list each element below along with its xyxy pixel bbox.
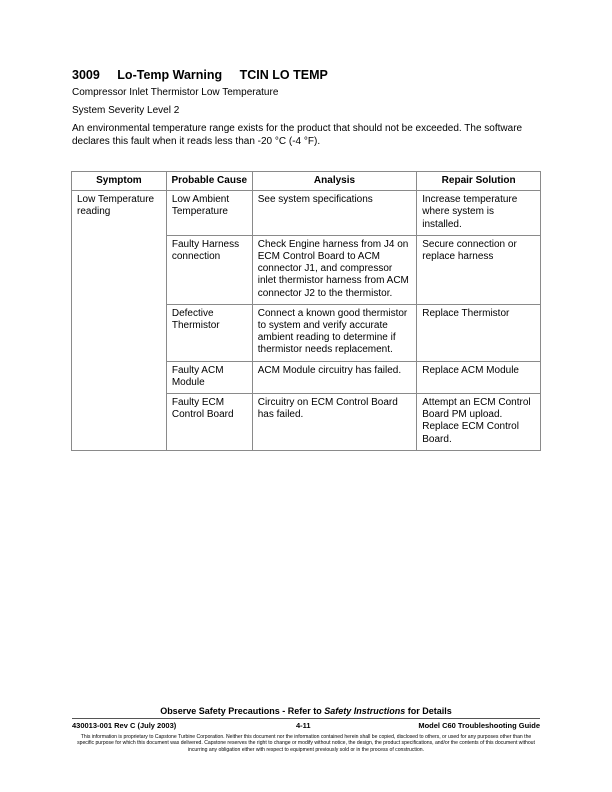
analysis-cell: See system specifications (252, 191, 417, 236)
safety-notice-suffix: for Details (405, 706, 452, 716)
analysis-cell: ACM Module circuitry has failed. (252, 361, 417, 393)
troubleshooting-table (71, 171, 541, 451)
cause-cell: Low Ambient Temperature (166, 191, 252, 236)
fault-code: 3009 (72, 68, 100, 82)
footer-divider (72, 718, 540, 719)
table-header-row (72, 172, 541, 191)
analysis-cell: Circuitry on ECM Control Board has failed. (252, 394, 417, 451)
intro-paragraph: An environmental temperature range exists for the product that should not be exceeded. The software declares this fault when it reads less than -20 °C (-4 °F). (72, 123, 523, 147)
cause-cell: Defective Thermistor (166, 304, 252, 361)
fault-subtitle: Compressor Inlet Thermistor Low Temperature (72, 87, 279, 98)
analysis-cell: Check Engine harness from J4 on ECM Control Board to ACM connector J1, and compressor inlet thermistor harness from ACM connector J2 to the thermistor. (252, 235, 417, 304)
column-header-symptom: Symptom (72, 172, 167, 191)
analysis-cell: Connect a known good thermistor to system and verify accurate ambient reading to determine if thermistor needs replacement. (252, 304, 417, 361)
solution-cell: Attempt an ECM Control Board PM upload. Replace ECM Control Board. (417, 394, 541, 451)
proprietary-disclaimer: This information is proprietary to Capstone Turbine Corporation. Neither this document nor the information contained herein shall be copied, disclosed to others, or used for any purposes other than the specific purpose for which this document was delivered. Capstone reserves the right to change or modify without notice, the design, the product specifications, and/or the contents of this document without incurring any obligation either with respect to equipment previously sold or in the process of construction. (77, 734, 535, 753)
solution-cell: Replace ACM Module (417, 361, 541, 393)
document-number: 430013-001 Rev C (July 2003) (72, 721, 177, 730)
symptom-cell: Low Temperature reading (72, 191, 167, 451)
solution-cell: Secure connection or replace harness (417, 235, 541, 304)
cause-cell: Faulty Harness connection (166, 235, 252, 304)
safety-notice-emphasis: Safety Instructions (324, 706, 406, 716)
fault-name: Lo-Temp Warning (117, 68, 223, 82)
page-title (72, 68, 328, 82)
solution-cell: Increase temperature where system is installed. (417, 191, 541, 236)
safety-notice-prefix: Observe Safety Precautions - Refer to (160, 706, 325, 716)
table-row (72, 191, 541, 236)
column-header-solution: Repair Solution (417, 172, 541, 191)
column-header-analysis: Analysis (252, 172, 417, 191)
solution-cell: Replace Thermistor (417, 304, 541, 361)
cause-cell: Faulty ACM Module (166, 361, 252, 393)
cause-cell: Faulty ECM Control Board (166, 394, 252, 451)
fault-alias: TCIN LO TEMP (239, 68, 328, 82)
column-header-cause: Probable Cause (166, 172, 252, 191)
guide-title: Model C60 Troubleshooting Guide (418, 721, 540, 730)
safety-notice (0, 706, 612, 716)
severity-level: System Severity Level 2 (72, 105, 180, 116)
page-number: 4-11 (296, 721, 311, 730)
